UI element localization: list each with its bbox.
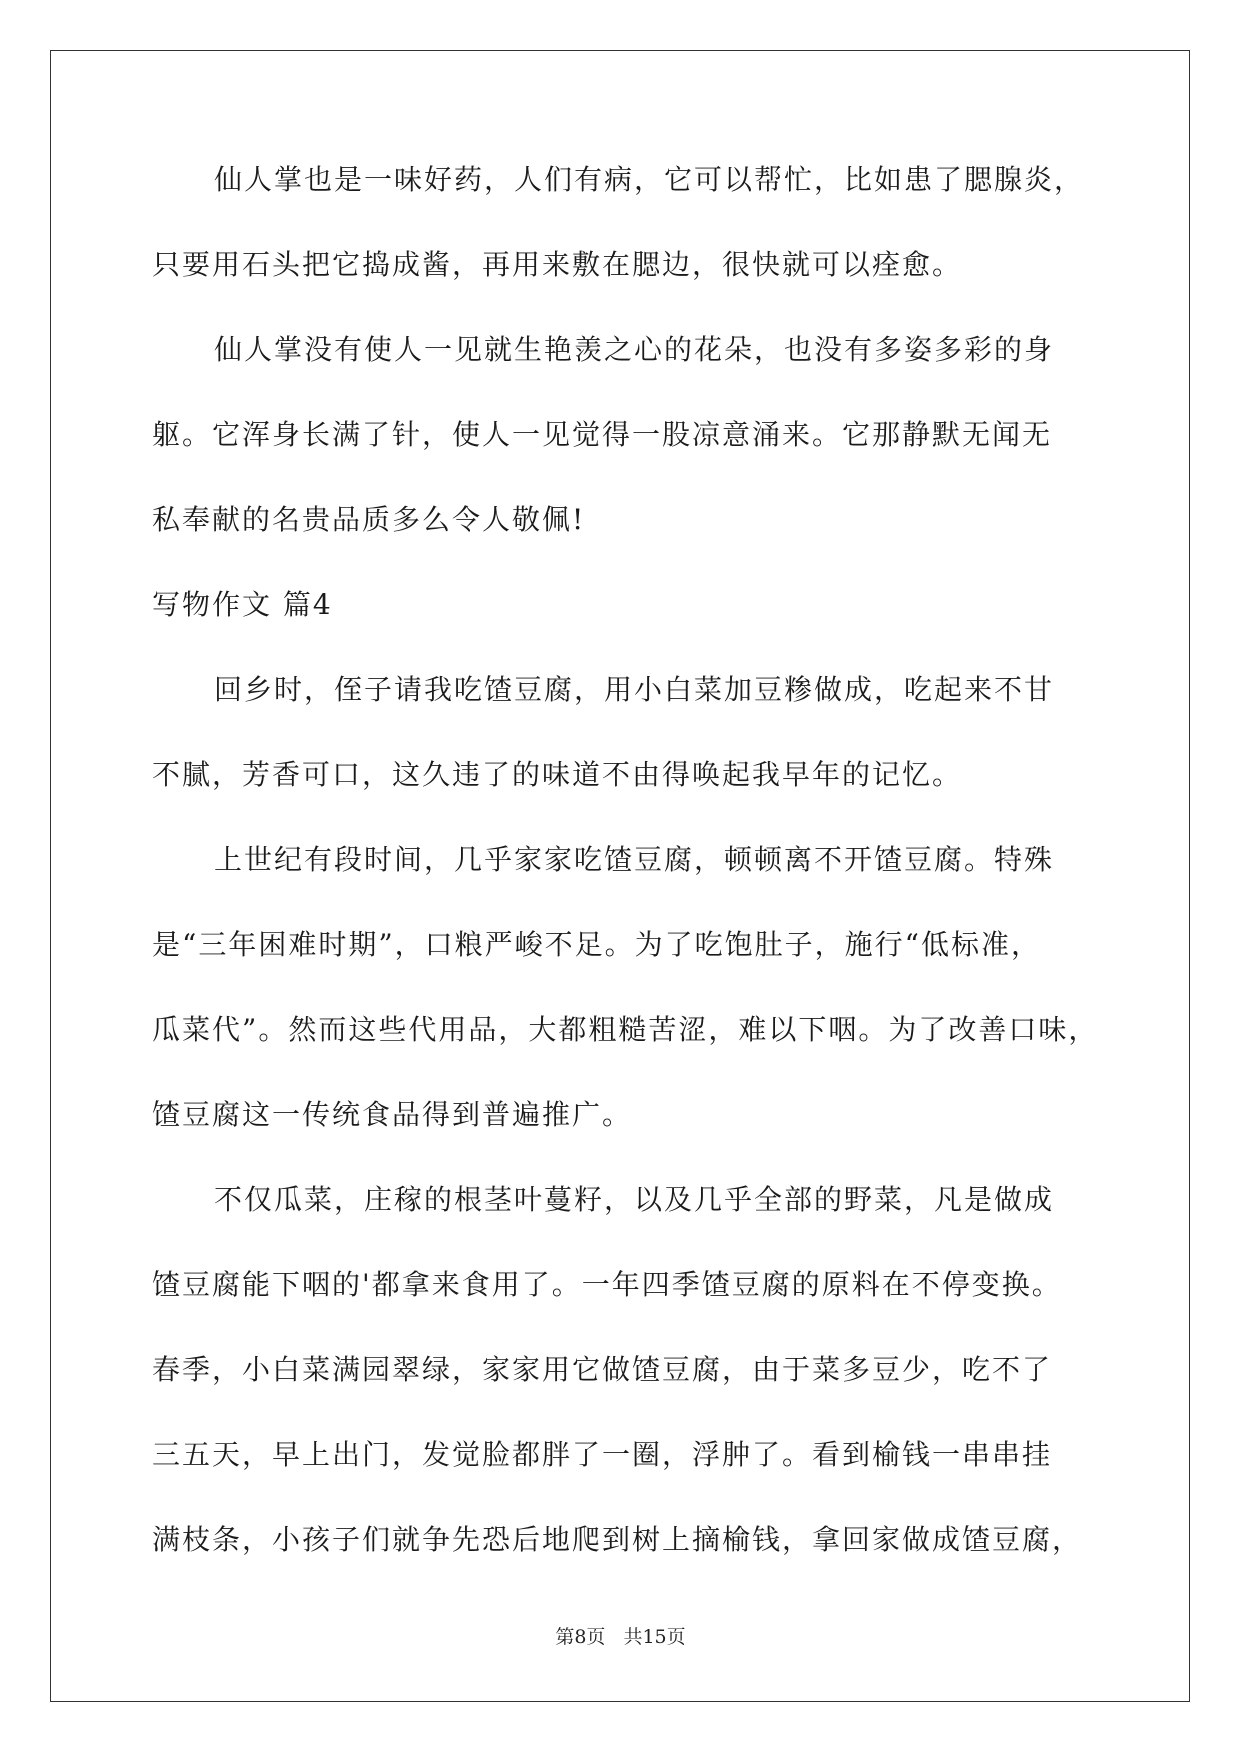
paragraph-line: 瓜菜代”。然而这些代用品，大都粗糙苦涩，难以下咽。为了改善口味，: [152, 1013, 1099, 1046]
paragraph-line: 回乡时，侄子请我吃馇豆腐，用小白菜加豆糁做成，吃起来不甘: [214, 673, 1055, 706]
paragraph-line: 馇豆腐这一传统食品得到普遍推广。: [152, 1098, 633, 1131]
paragraph-line: 躯。它浑身长满了针，使人一见觉得一股凉意涌来。它那静默无闻无: [152, 418, 1053, 451]
page-footer: [0, 1622, 1241, 1649]
document-body: [152, 160, 1099, 1605]
page-total: 共15页: [623, 1626, 686, 1648]
paragraph-line: 上世纪有段时间，几乎家家吃馇豆腐，顿顿离不开馇豆腐。特殊: [214, 843, 1055, 876]
paragraph-line: 不仅瓜菜，庄稼的根茎叶蔓籽，以及几乎全部的野菜，凡是做成: [214, 1183, 1055, 1216]
paragraph-line: 只要用石头把它捣成酱，再用来敷在腮边，很快就可以痊愈。: [152, 248, 963, 281]
paragraph-line: 不腻，芳香可口，这久违了的味道不由得唤起我早年的记忆。: [152, 758, 963, 791]
section-heading: 写物作文 篇4: [152, 588, 333, 621]
paragraph-line: 春季，小白菜满园翠绿，家家用它做馇豆腐，由于菜多豆少，吃不了: [152, 1353, 1053, 1386]
paragraph-line: 三五天，早上出门，发觉脸都胖了一圈，浮肿了。看到榆钱一串串挂: [152, 1438, 1053, 1471]
paragraph-line: 满枝条，小孩子们就争先恐后地爬到树上摘榆钱，拿回家做成馇豆腐，: [152, 1523, 1083, 1556]
paragraph-line: 馇豆腐能下咽的'都拿来食用了。一年四季馇豆腐的原料在不停变换。: [152, 1268, 1062, 1301]
paragraph-line: 仙人掌也是一味好药，人们有病，它可以帮忙，比如患了腮腺炎，: [214, 163, 1085, 196]
paragraph-line: 私奉献的名贵品质多么令人敬佩!: [152, 503, 586, 536]
paragraph-line: 是“三年困难时期”，口粮严峻不足。为了吃饱肚子，施行“低标准，: [152, 928, 1041, 961]
paragraph-line: 仙人掌没有使人一见就生艳羡之心的花朵，也没有多姿多彩的身: [214, 333, 1055, 366]
page-number: 第8页: [555, 1626, 606, 1648]
